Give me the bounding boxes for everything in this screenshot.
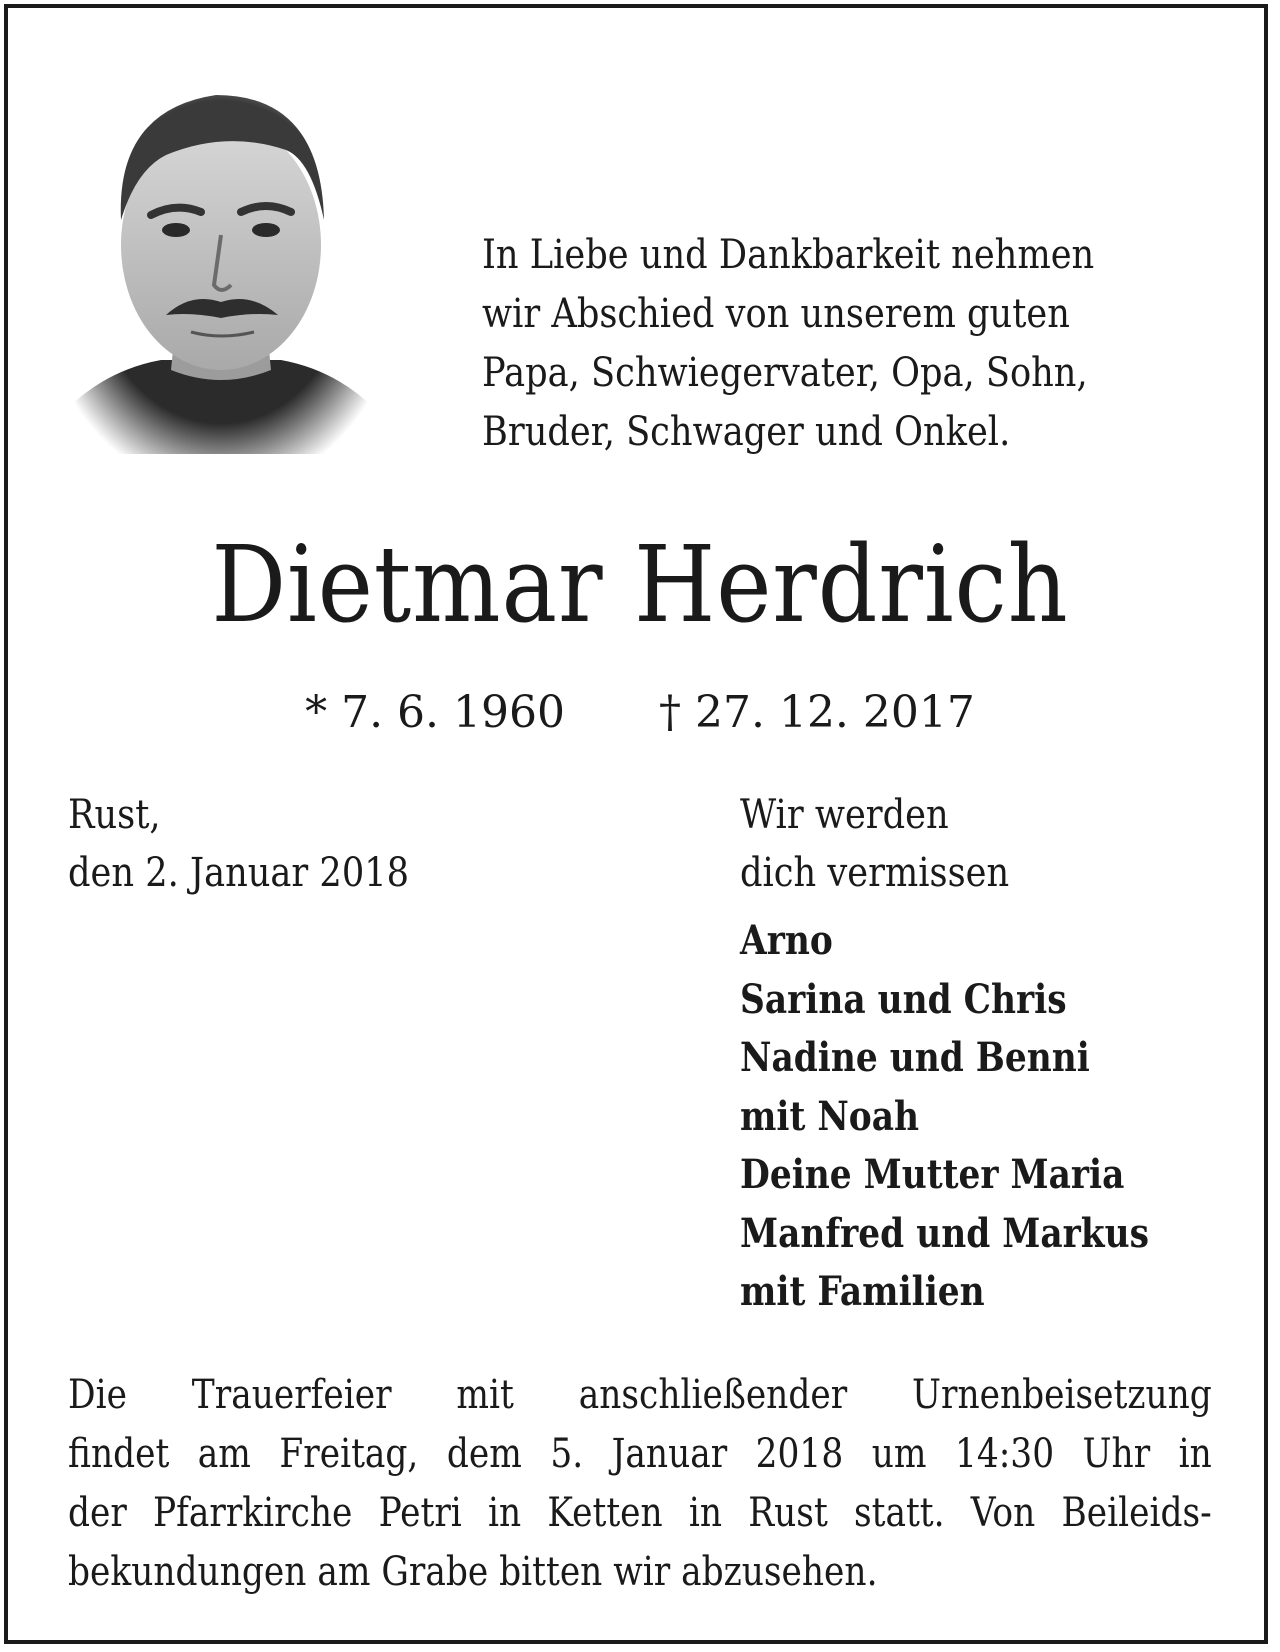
- ceremony-line: findet am Freitag, dem 5. Januar 2018 um 14:30 Uhr in: [68, 1431, 1212, 1477]
- place-line: Rust,: [68, 792, 161, 838]
- mourner: Nadine und Benni: [740, 1034, 1090, 1081]
- deceased-name: Dietmar Herdrich: [211, 523, 1069, 646]
- place-and-date: [68, 786, 409, 902]
- ceremony-line: der Pfarrkirche Petri in Ketten in Rust statt. Von Beileids-: [68, 1490, 1212, 1536]
- mourner: mit Familien: [740, 1268, 985, 1315]
- farewell-line: dich vermissen: [740, 850, 1010, 896]
- mourner: Manfred und Markus: [740, 1209, 1149, 1257]
- farewell-line: Wir werden: [740, 792, 949, 838]
- death-date: † 27. 12. 2017: [659, 687, 975, 738]
- portrait-photo: [66, 70, 376, 454]
- intro-text: [482, 226, 1133, 462]
- life-dates: [0, 683, 1280, 743]
- farewell-text: [740, 786, 1009, 902]
- mourner: mit Noah: [740, 1092, 920, 1140]
- mourners-list: [740, 912, 1149, 1322]
- intro-line: In Liebe und Dankbarkeit nehmen: [482, 232, 1095, 278]
- intro-line: Papa, Schwiegervater, Opa, Sohn,: [482, 350, 1088, 396]
- mourner: Deine Mutter Maria: [740, 1151, 1125, 1198]
- birth-date: * 7. 6. 1960: [305, 687, 565, 738]
- intro-line: Bruder, Schwager und Onkel.: [482, 409, 1011, 455]
- ceremony-line: Die Trauerfeier mit anschließender Urnenbeisetzung: [68, 1372, 1212, 1418]
- ceremony-line: bekundungen am Grabe bitten wir abzusehen.: [68, 1549, 878, 1595]
- intro-line: wir Abschied von unserem guten: [482, 291, 1070, 337]
- date-line: den 2. Januar 2018: [68, 850, 410, 896]
- mourner: Arno: [740, 917, 833, 964]
- ceremony-info: [68, 1366, 1212, 1602]
- mourner: Sarina und Chris: [740, 975, 1067, 1023]
